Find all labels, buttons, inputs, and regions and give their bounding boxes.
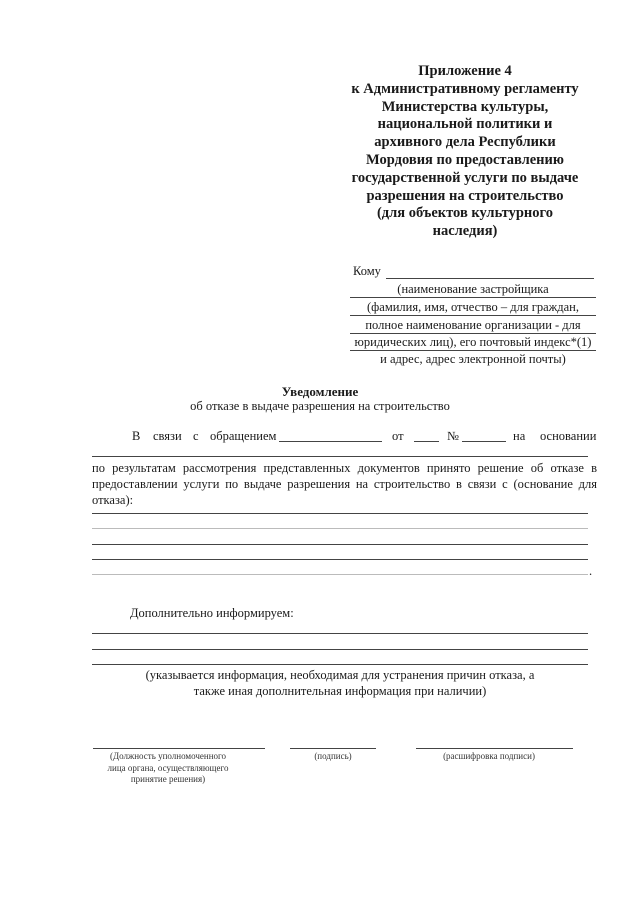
reason-line[interactable] bbox=[92, 544, 588, 545]
appeal-date-blank[interactable] bbox=[414, 441, 439, 442]
recipient-line[interactable] bbox=[350, 350, 596, 351]
appeal-word: № bbox=[447, 429, 459, 443]
notice-subtitle: об отказе в выдаче разрешения на строительство bbox=[190, 399, 450, 413]
appeal-word: связи bbox=[153, 429, 182, 443]
reason-line[interactable] bbox=[92, 559, 588, 560]
additional-line[interactable] bbox=[92, 649, 588, 650]
recipient-hint: полное наименование организации - для bbox=[365, 318, 581, 332]
recipient-hint: и адрес, адрес электронной почты) bbox=[380, 352, 566, 366]
additional-note: также иная дополнительная информация при наличии) bbox=[193, 684, 487, 698]
header-line: к Административному регламенту bbox=[351, 80, 579, 97]
recipient-line[interactable] bbox=[350, 297, 596, 298]
position-caption-line: (Должность уполномоченного bbox=[110, 751, 226, 761]
header-line: (для объектов культурного bbox=[376, 205, 554, 222]
appeal-number-blank[interactable] bbox=[462, 441, 506, 442]
position-caption bbox=[93, 751, 243, 786]
decode-line[interactable] bbox=[416, 748, 573, 749]
header-line: Мордовия по предоставлению bbox=[366, 151, 564, 168]
header-line: государственной услуги по выдаче bbox=[351, 169, 579, 186]
position-caption-line: лица органа, осуществляющего bbox=[107, 762, 229, 773]
appeal-word: основании bbox=[540, 429, 597, 443]
appeal-basis-line[interactable] bbox=[92, 456, 588, 457]
header-line: архивного дела Республики bbox=[374, 134, 556, 151]
appeal-word: В bbox=[132, 429, 141, 443]
additional-line[interactable] bbox=[92, 633, 588, 634]
header-line: Приложение 4 bbox=[418, 63, 512, 79]
reason-line[interactable] bbox=[92, 513, 588, 514]
appeal-word: от bbox=[392, 429, 404, 443]
appendix-header bbox=[345, 63, 585, 241]
decode-caption: (расшифровка подписи) bbox=[443, 751, 535, 761]
header-line: разрешения на строительство bbox=[366, 187, 564, 204]
signature-caption: (подпись) bbox=[314, 751, 352, 761]
recipient-line[interactable] bbox=[386, 278, 594, 279]
additional-label: Дополнительно информируем: bbox=[130, 606, 294, 620]
appeal-word: на bbox=[513, 429, 526, 443]
recipient-hint: (фамилия, имя, отчество – для граждан, bbox=[367, 300, 579, 314]
appeal-name-blank[interactable] bbox=[279, 441, 382, 442]
recipient-line[interactable] bbox=[350, 315, 596, 316]
notice-title: Уведомление bbox=[281, 384, 359, 399]
recipient-to-label: Кому bbox=[353, 264, 381, 278]
recipient-line[interactable] bbox=[350, 333, 596, 334]
appeal-word: с bbox=[193, 429, 199, 443]
position-caption-line: принятие решения) bbox=[130, 774, 206, 784]
signature-line[interactable] bbox=[290, 748, 376, 749]
header-line: наследия) bbox=[432, 223, 498, 240]
additional-line[interactable] bbox=[92, 664, 588, 665]
appeal-word: обращением bbox=[210, 429, 277, 443]
additional-note: (указывается информация, необходимая для устранения причин отказа, а bbox=[145, 668, 535, 682]
header-line: национальной политики и bbox=[377, 116, 553, 133]
decision-text: по результатам рассмотрения представленных документов принято решение об отказе в предоставлении услуги по выдаче разрешения на строительство в связи с (основание для отказа): bbox=[92, 461, 597, 507]
reason-line[interactable] bbox=[92, 574, 588, 575]
header-line: Министерства культуры, bbox=[381, 98, 549, 115]
recipient-hint: юридических лиц), его почтовый индекс*(1) bbox=[354, 335, 592, 349]
position-line[interactable] bbox=[93, 748, 265, 749]
recipient-hint: (наименование застройщика bbox=[397, 282, 549, 296]
reason-line[interactable] bbox=[92, 528, 588, 529]
reason-period: . bbox=[589, 564, 593, 578]
